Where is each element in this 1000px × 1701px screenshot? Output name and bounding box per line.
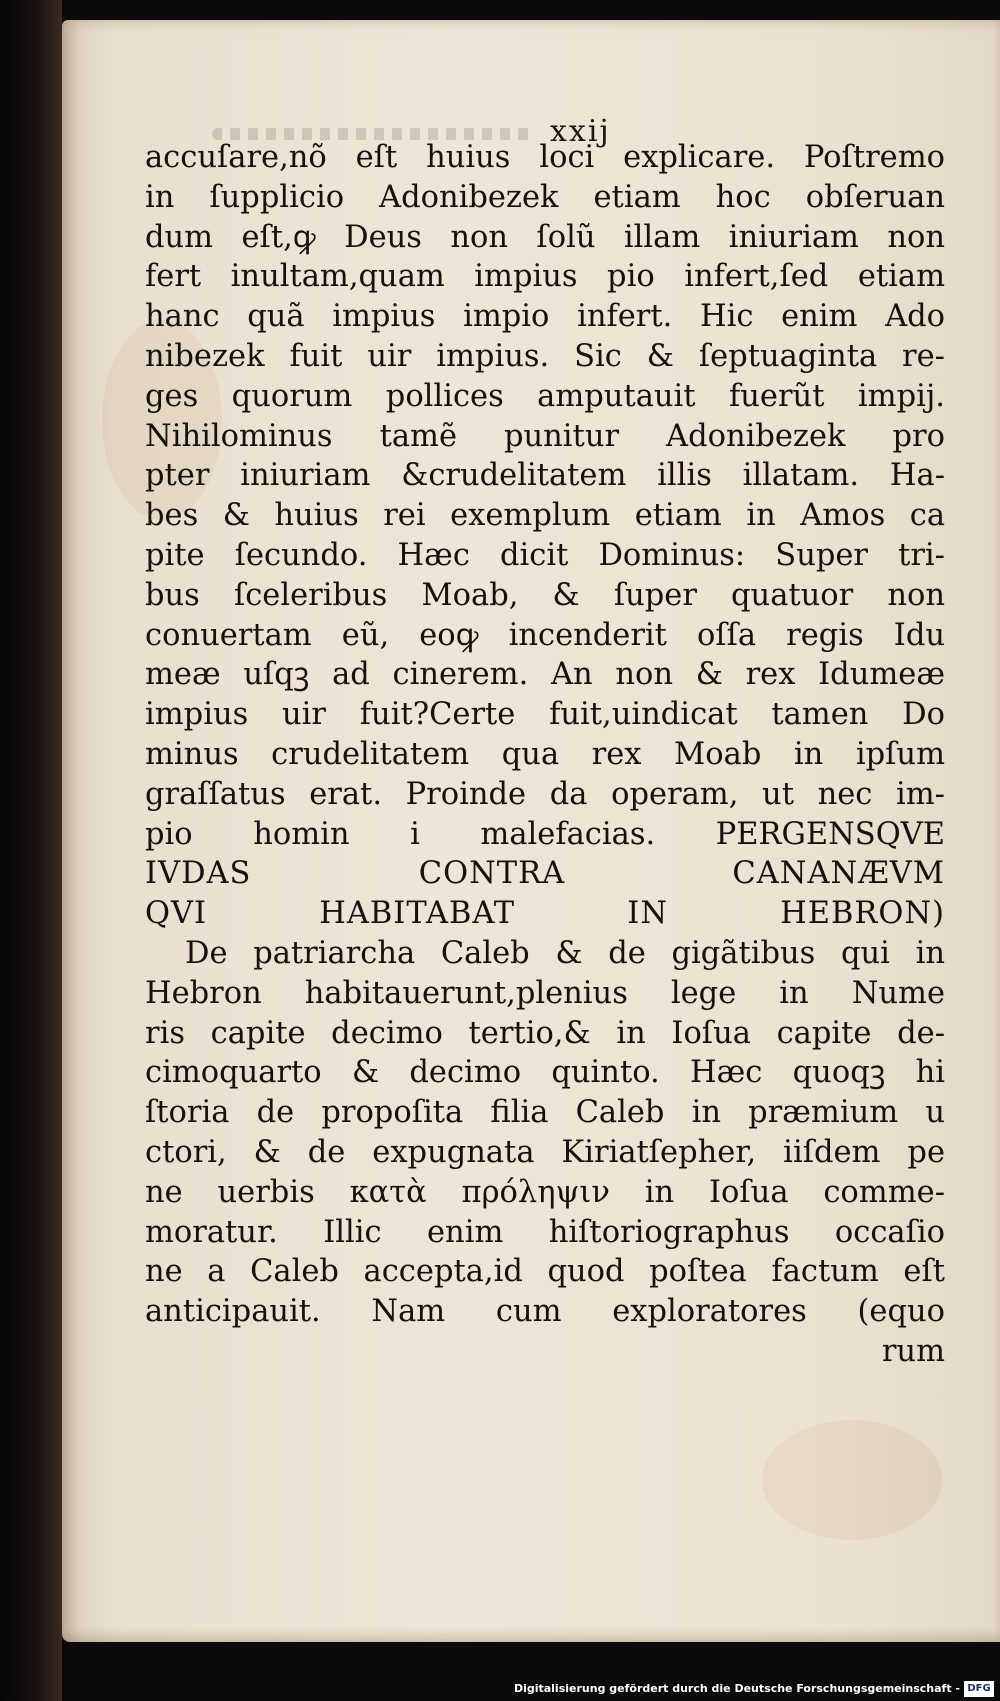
text-line: bes & huius rei exemplum etiam in Amos ca <box>145 498 945 534</box>
text-line: rum <box>881 1333 945 1369</box>
text-line: nibezek fuit uir impius. Sic & ſeptuaginta re- <box>145 338 945 374</box>
book-gutter-edge <box>0 0 62 1701</box>
text-line: hanc quã impius impio infert. Hic enim Ado <box>145 299 945 335</box>
text-line: QVI HABITABAT IN HEBRON) <box>145 896 945 932</box>
text-line: ne uerbis κατὰ πρόληψιν in Ioſua comme- <box>145 1174 945 1210</box>
text-line: ges quorum pollices amputauit fuerũt impij. <box>145 378 945 414</box>
text-line: anticipauit. Nam cum exploratores (equo <box>145 1294 945 1330</box>
text-line: ne a Caleb accepta,id quod poſtea factum eſt <box>145 1254 945 1290</box>
text-line: graſſatus erat. Proinde da operam, ut nec im- <box>145 776 945 812</box>
text-line: conuertam eũ, eoꝙ incenderit oſſa regis Idu <box>145 617 945 653</box>
text-line: meæ uſqꝫ ad cinerem. An non & rex Idumeæ <box>145 657 945 693</box>
text-line: pter iniuriam &crudelitatem illis illatam. Ha- <box>145 458 945 494</box>
text-line: ctori, & de expugnata Kiriatſepher, iiſdem pe <box>145 1134 945 1170</box>
funding-credit: Digitalisierung gefördert durch die Deutsche Forschungsgemeinschaft - <box>513 1682 960 1695</box>
text-line: fert inultam,quam impius pio infert,ſed etiam <box>145 259 945 295</box>
text-line: in ſupplicio Adonibezek etiam hoc obſeruan <box>145 179 945 215</box>
dfg-logo: DFG <box>964 1681 994 1697</box>
body-text <box>145 138 945 1418</box>
text-line: Nihilominus tamẽ punitur Adonibezek pro <box>145 418 945 454</box>
text-line: pio homin i malefacias. PERGENSQVE <box>145 816 945 852</box>
text-line: De patriarcha Caleb & de gigãtibus qui in <box>185 935 945 971</box>
paper-stain <box>762 1420 942 1540</box>
text-line: bus ſceleribus Moab, & ſuper quatuor non <box>145 577 945 613</box>
text-line: IVDAS CONTRA CANANÆVM <box>145 856 945 892</box>
text-line: minus crudelitatem qua rex Moab in ipſum <box>145 736 945 772</box>
text-line: moratur. Illic enim hiſtoriographus occaſio <box>145 1214 945 1250</box>
text-line: Hebron habitauerunt,plenius lege in Nume <box>145 975 945 1011</box>
text-line: pite ſecundo. Hæc dicit Dominus: Super tri- <box>145 537 945 573</box>
text-line: cimoquarto & decimo quinto. Hæc quoqꝫ hi <box>145 1055 945 1091</box>
text-line: ſtoria de propoſita filia Caleb in præmium u <box>145 1095 945 1131</box>
digitization-footer <box>0 1680 1000 1701</box>
text-line: accuſare,nõ eſt huius loci explicare. Poſtremo <box>145 140 945 175</box>
page-number: xxij <box>550 114 611 149</box>
text-line: impius uir fuit?Certe fuit,uindicat tamen Do <box>145 697 945 733</box>
text-line: dum eſt,ꝙ Deus non ſolũ illam iniuriam non <box>145 219 945 255</box>
text-line: ris capite decimo tertio,& in Ioſua capite de- <box>145 1015 945 1051</box>
